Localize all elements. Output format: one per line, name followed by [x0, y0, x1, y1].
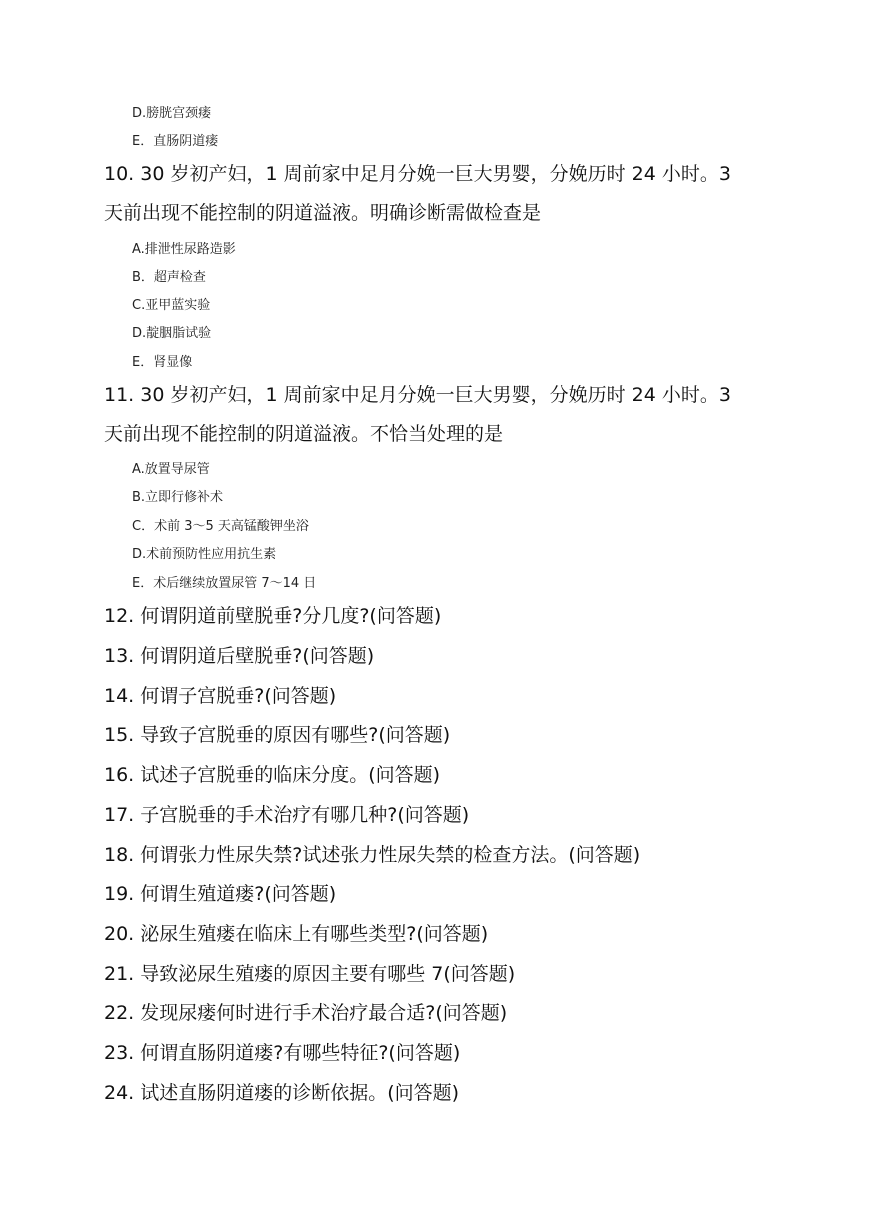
question-13: 13. 何谓阴道后壁脱垂?(问答题) [104, 645, 375, 667]
q10-option-a: A.排泄性尿路造影 [132, 242, 236, 257]
question-24: 24. 试述直肠阴道瘘的诊断依据。(问答题) [104, 1082, 460, 1104]
question-23: 23. 何谓直肠阴道瘘?有哪些特征?(问答题) [104, 1042, 461, 1064]
q10-option-b: B．超声检查 [132, 270, 206, 285]
q9-option-e: E．直肠阴道瘘 [132, 134, 219, 149]
question-12: 12. 何谓阴道前壁脱垂?分几度?(问答题) [104, 605, 442, 627]
question-20: 20. 泌尿生殖瘘在临床上有哪些类型?(问答题) [104, 923, 489, 945]
q11-option-c: C．术前 3～5 天高锰酸钾坐浴 [132, 519, 309, 534]
q9-option-d: D.膀胱宫颈瘘 [132, 106, 212, 121]
q10-stem-line2: 天前出现不能控制的阴道溢液。明确诊断需做检查是 [104, 202, 542, 224]
q10-option-e: E．肾显像 [132, 355, 193, 370]
q10-option-c: C.亚甲蓝实验 [132, 298, 211, 313]
q11-option-d: D.术前预防性应用抗生素 [132, 547, 277, 562]
question-19: 19. 何谓生殖道瘘?(问答题) [104, 883, 337, 905]
question-14: 14. 何谓子宫脱垂?(问答题) [104, 685, 337, 707]
q10-stem-line1: 10. 30 岁初产妇，1 周前家中足月分娩一巨大男婴，分娩历时 24 小时。3 [104, 163, 731, 185]
q11-stem-line1: 11. 30 岁初产妇，1 周前家中足月分娩一巨大男婴，分娩历时 24 小时。3 [104, 384, 731, 406]
q11-option-a: A.放置导尿管 [132, 462, 210, 477]
question-22: 22. 发现尿瘘何时进行手术治疗最合适?(问答题) [104, 1002, 508, 1024]
q10-option-d: D.靛胭脂试验 [132, 326, 212, 341]
question-18: 18. 何谓张力性尿失禁?试述张力性尿失禁的检查方法。(问答题) [104, 844, 641, 866]
q11-option-b: B.立即行修补术 [132, 490, 224, 505]
question-16: 16. 试述子宫脱垂的临床分度。(问答题) [104, 764, 441, 786]
question-15: 15. 导致子宫脱垂的原因有哪些?(问答题) [104, 724, 451, 746]
question-17: 17. 子宫脱垂的手术治疗有哪几种?(问答题) [104, 804, 470, 826]
q11-option-e: E．术后继续放置尿管 7～14 日 [132, 576, 317, 591]
question-21: 21. 导致泌尿生殖瘘的原因主要有哪些 7(问答题) [104, 963, 516, 985]
q11-stem-line2: 天前出现不能控制的阴道溢液。不恰当处理的是 [104, 423, 504, 445]
